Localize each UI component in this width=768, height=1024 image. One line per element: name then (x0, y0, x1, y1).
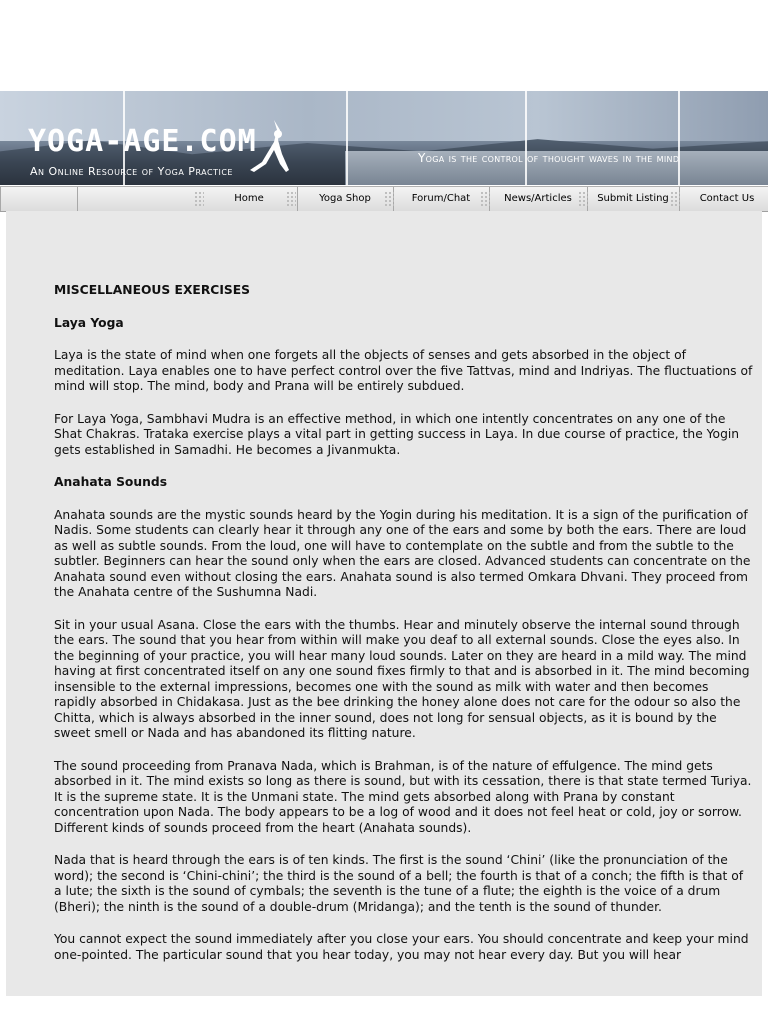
paragraph: Sit in your usual Asana. Close the ears with the thumbs. Hear and minutely observe the internal sound through the ears. The sound that you hear from within will make you deaf to all external sounds. Close the eyes also. In the beginning of your practice, you will hear many loud sounds. Later on they are heard in a mild way. The mind having at first concentrated itself on any one sound fixes firmly to that and is absorbed in it. The mind becoming insensible to the external impressions, becomes one with the sound as milk with water and then becomes rapidly absorbed in Chidakasa. Just as the bee drinking the honey alone does not care for the odour so also the Chitta, which is always absorbed in the inner sound, does not long for sensual objects, as it is bound by the sweet smell or Nada and has abandoned its flitting nature. (54, 617, 750, 740)
paragraph: You cannot expect the sound immediately after you close your ears. You should concentrate and keep your mind one-pointed. The particular sound that you hear today, you may not hear every day. But you will hear (54, 932, 749, 962)
paragraph: Laya is the state of mind when one forgets all the objects of senses and gets absorbed in the object of meditation. Laya enables one to have perfect control over the five Tattvas, mind and Indriyas. The fluctuations of mind will stop. The mind, body and Prana will be entirely subdued. (54, 348, 753, 393)
page-title: MISCELLANEOUS EXERCISES (54, 283, 251, 297)
nav-separator (0, 187, 1, 211)
yoga-pose-icon (244, 118, 290, 174)
article-body (54, 283, 754, 980)
nav-submit-listing[interactable]: Submit Listing (597, 193, 669, 204)
nav-dots (578, 191, 588, 207)
paragraph: Anahata sounds are the mystic sounds heard by the Yogin during his meditation. It is a sign of the purification of Nadis. Some students can clearly hear it through any one of the ears and some by both the ears. There are loud as well as subtle sounds. From the loud, one will have to contemplate on the subtle and from the subtle to the subtler. Beginners can hear the sound only when the ears are closed. Advanced students can concentrate on the Anahata sound even without closing the ears. Anahata sound is also termed Omkara Dhvani. They proceed from the Anahata centre of the Sushumna Nadi. (54, 507, 751, 599)
content-area (6, 211, 762, 996)
nav-news-articles[interactable]: News/Articles (504, 193, 572, 204)
paragraph: For Laya Yoga, Sambhavi Mudra is an effective method, in which one intently concentrates on any one of the Shat Chakras. Trataka exercise plays a vital part in getting success in Laya. In due course of practice, the Yogin gets established in Samadhi. He becomes a Jivanmukta. (54, 411, 740, 457)
site-motto: Yoga is the control of thought waves in the mind (418, 151, 680, 165)
nav-forum-chat[interactable]: Forum/Chat (411, 193, 471, 204)
section-heading: Anahata Sounds (54, 475, 168, 489)
nav-dots (480, 191, 490, 207)
nav-dots (286, 191, 296, 207)
site-logo[interactable]: YOGA-AGE.COM (28, 124, 257, 159)
site-tagline: An Online Resource of Yoga Practice (30, 165, 233, 178)
nav-home[interactable]: Home (234, 193, 264, 204)
nav-dots (384, 191, 394, 207)
main-nav (0, 186, 768, 212)
nav-yoga-shop[interactable]: Yoga Shop (319, 193, 371, 204)
banner-divider (525, 91, 527, 185)
nav-dots (670, 191, 680, 207)
banner-divider (346, 91, 348, 185)
nav-separator (77, 187, 78, 211)
paragraph: The sound proceeding from Pranava Nada, which is Brahman, is of the nature of effulgence. The mind gets absorbed in it. The mind exists so long as there is sound, but with its cessation, there is that state termed Turiya. It is the supreme state. It is the Unmani state. The mind gets absorbed along with Prana by constant concentration upon Nada. The body appears to be a log of wood and it does not feel heat or cold, joy or sorrow. Different kinds of sounds proceed from the heart (Anahata sounds). (54, 758, 752, 835)
nav-contact-us[interactable]: Contact Us (699, 193, 755, 204)
section-heading: Laya Yoga (54, 315, 124, 330)
banner-divider (678, 91, 680, 185)
nav-dots (194, 191, 204, 207)
paragraph: Nada that is heard through the ears is of ten kinds. The first is the sound ‘Chini’ (like the pronunciation of the word); the second is ‘Chini-chini’; the third is the sound of a bell; the fourth is that of a conch; the fifth is that of a lute; the sixth is the sound of cymbals; the seventh is the tune of a flute; the eighth is the voice of a drum (Bheri); the ninth is the sound of a double-drum (Mridanga); and the tenth is the sound of thunder. (54, 853, 744, 914)
